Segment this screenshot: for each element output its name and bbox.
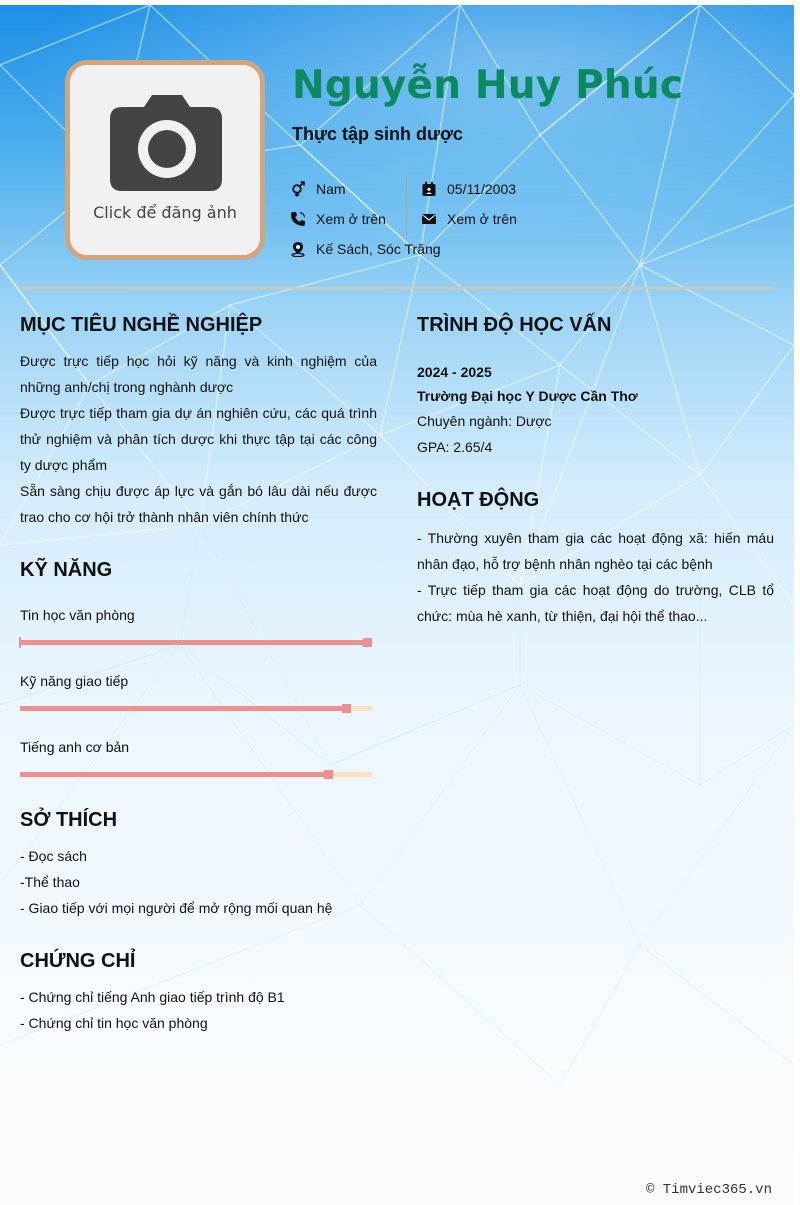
objective-line: Được trực tiếp tham gia dự án nghiên cứu, các quá trình thử nghiệm và phân tích dược khi thực tập tại các công ty dược phẩm (20, 405, 377, 473)
email-info (421, 211, 517, 227)
camera-icon (110, 93, 222, 193)
skills-title: KỸ NĂNG (20, 559, 113, 581)
birthday-info (421, 181, 516, 197)
location-pin-icon (290, 241, 306, 257)
gender-value: Nam (316, 181, 346, 197)
activity-line: - Thường xuyên tham gia các hoạt động xã: hiến máu nhân đạo, hỗ trợ bệnh nhân nghèo tại các bệnh (417, 530, 774, 572)
list-item: - Chứng chỉ tiếng Anh giao tiếp trình độ B1 (20, 989, 285, 1005)
phone-icon (290, 211, 306, 227)
list-item: -Thể thao (20, 874, 80, 890)
skill-bar (20, 640, 372, 645)
education-gpa: GPA: 2.65/4 (417, 439, 493, 455)
skill-bar (20, 706, 372, 711)
email-value: Xem ở trên (447, 211, 517, 227)
certificates-title: CHỨNG CHỈ (20, 950, 136, 972)
skill-bar-fill (20, 706, 351, 711)
skill-label: Kỹ năng giao tiếp (20, 673, 129, 689)
education-major: Chuyên ngành: Dược (417, 413, 552, 429)
objective-title: MỤC TIÊU NGHỀ NGHIỆP (20, 314, 263, 336)
calendar-icon (421, 181, 437, 197)
skill-bar-knob (342, 704, 351, 713)
mail-icon (421, 211, 437, 227)
list-item: - Đọc sách (20, 848, 87, 864)
candidate-name: Nguyễn Huy Phúc (292, 63, 684, 108)
activity-line: - Trực tiếp tham gia các hoạt động do trường, CLB tổ chức: mùa hè xanh, từ thiện, đại hội thể thao... (417, 582, 774, 624)
list-item: - Chứng chỉ tin học văn phòng (20, 1015, 208, 1031)
education-period: 2024 - 2025 (417, 364, 492, 380)
phone-info (290, 211, 386, 227)
job-position: Thực tập sinh dược (292, 124, 463, 144)
objective-line: Sẵn sàng chịu được áp lực và gắn bó lâu dài nếu được trao cho cơ hội trở thành nhân viên chính thức (20, 483, 377, 525)
birthday-value: 05/11/2003 (447, 181, 517, 197)
address-value: Kế Sách, Sóc Trăng (316, 241, 441, 257)
education-title: TRÌNH ĐỘ HỌC VẤN (417, 314, 612, 336)
skill-bar-fill (20, 640, 372, 645)
certificates-list (20, 984, 377, 1036)
skill-bar-knob (363, 638, 372, 647)
skill-bar-knob (324, 770, 333, 779)
skill-label: Tiếng anh cơ bản (20, 739, 130, 755)
hobbies-title: SỞ THÍCH (20, 809, 118, 831)
address-info (290, 241, 441, 257)
skill-bar-fill (20, 772, 333, 777)
photo-upload-caption: Click để đăng ảnh (93, 203, 237, 222)
header-divider (20, 287, 774, 289)
objective-line: Được trực tiếp học hỏi kỹ năng và kinh nghiệm của những anh/chị trong nghành dược (20, 353, 377, 395)
skill-label: Tin học văn phòng (20, 607, 135, 623)
gender-info (290, 181, 346, 197)
info-divider (406, 176, 407, 236)
education-school: Trường Đại học Y Dược Cần Thơ (417, 388, 638, 404)
footer-watermark: © Timviec365.vn (645, 1182, 772, 1198)
hobbies-list (20, 843, 377, 921)
cv-page (0, 5, 794, 1205)
skill-bar (20, 772, 372, 777)
phone-value: Xem ở trên (316, 211, 386, 227)
profile-photo-upload[interactable] (65, 60, 265, 260)
objective-text (20, 348, 377, 530)
gender-icon (290, 181, 306, 197)
activities-title: HOẠT ĐỘNG (417, 489, 540, 511)
list-item: - Giao tiếp với mọi người để mở rộng mối quan hệ (20, 900, 333, 916)
activities-text (417, 525, 774, 629)
